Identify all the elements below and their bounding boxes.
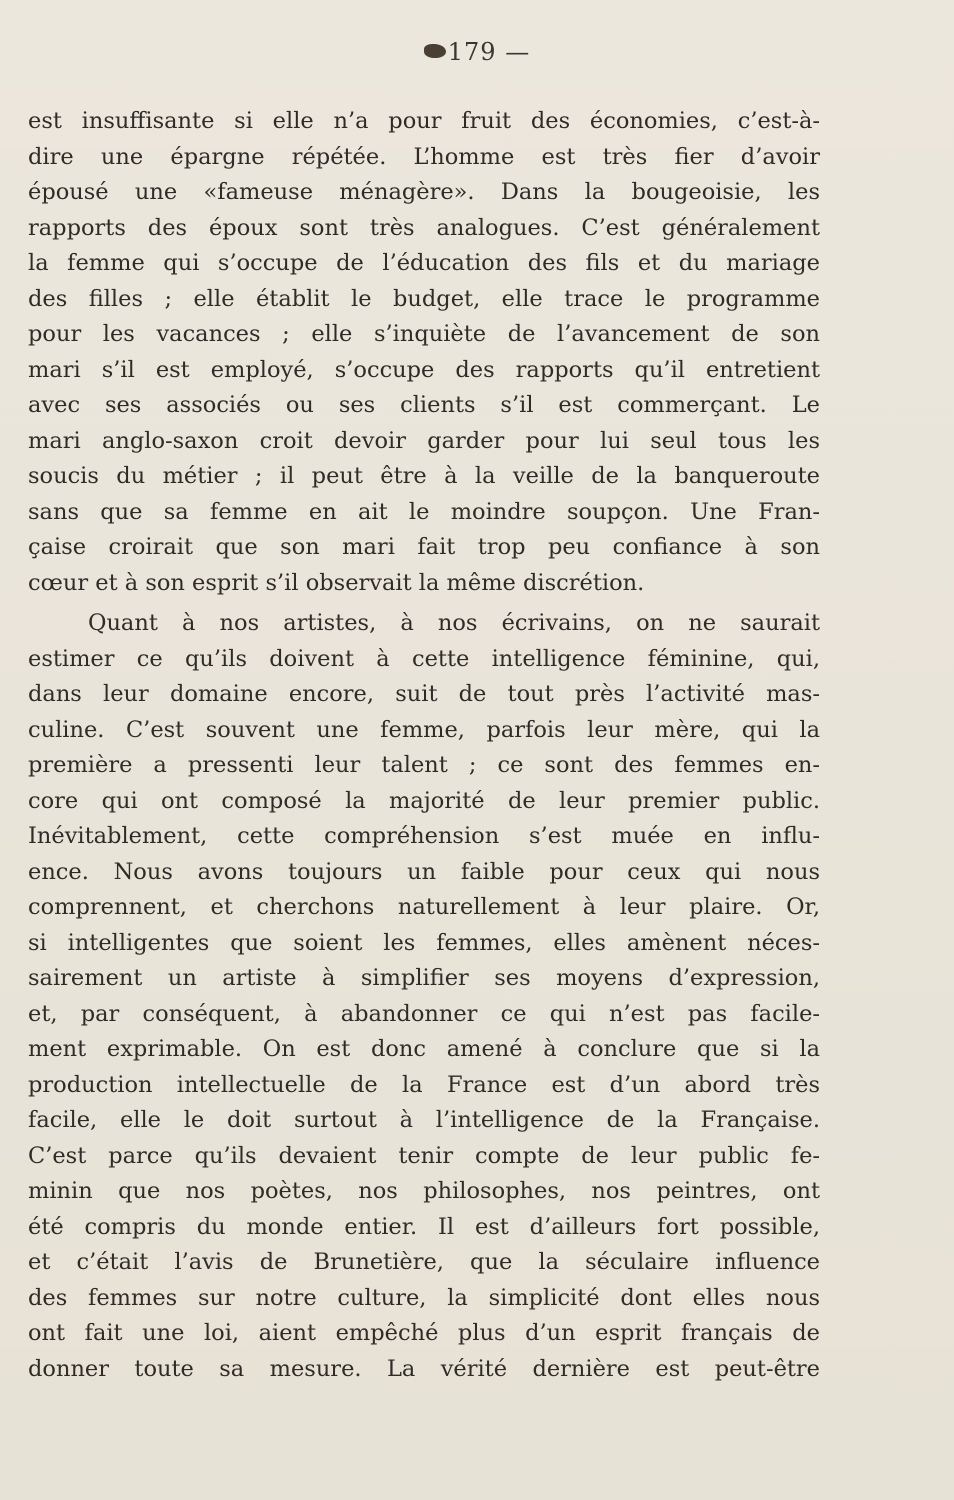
text-line: comprennent, et cherchons naturellement à leur plaire. Or,	[28, 894, 820, 920]
text-line: facile, elle le doit surtout à l’intelligence de la Française.	[28, 1107, 820, 1133]
text-line: soucis du métier ; il peut être à la veille de la banqueroute	[28, 463, 820, 489]
text-line: ence. Nous avons toujours un faible pour ceux qui nous	[28, 859, 820, 885]
text-line: production intellectuelle de la France est d’un abord très	[28, 1072, 820, 1098]
text-line: sans que sa femme en ait le moindre soupçon. Une Fran-	[28, 499, 820, 525]
text-line: Inévitablement, cette compréhension s’est muée en influ-	[28, 823, 820, 849]
text-line: mari anglo-saxon croit devoir garder pour lui seul tous les	[28, 428, 820, 454]
text-line: donner toute sa mesure. La vérité dernière est peut-être	[28, 1356, 820, 1382]
text-line: des femmes sur notre culture, la simplicité dont elles nous	[28, 1285, 820, 1311]
stain-mark	[424, 44, 446, 58]
text-line: çaise croirait que son mari fait trop peu confiance à son	[28, 534, 820, 560]
page-number: 179	[447, 38, 497, 66]
text-line: culine. C’est souvent une femme, parfois leur mère, qui la	[28, 717, 820, 743]
text-line: Quant à nos artistes, à nos écrivains, on ne saurait	[88, 610, 820, 636]
text-line: mari s’il est employé, s’occupe des rapports qu’il entretient	[28, 357, 820, 383]
text-line: épousé une «fameuse ménagère». Dans la bougeoisie, les	[28, 179, 820, 205]
text-line: première a pressenti leur talent ; ce sont des femmes en-	[28, 752, 820, 778]
text-line: dire une épargne répétée. L’homme est très fier d’avoir	[28, 144, 820, 170]
text-line: core qui ont composé la majorité de leur premier public.	[28, 788, 820, 814]
text-line: C’est parce qu’ils devaient tenir compte de leur public fe-	[28, 1143, 820, 1169]
text-line: est insuffisante si elle n’a pour fruit des économies, c’est-à-	[28, 108, 820, 134]
text-line: avec ses associés ou ses clients s’il est commerçant. Le	[28, 392, 820, 418]
text-line: cœur et à son esprit s’il observait la même discrétion.	[28, 570, 645, 596]
header-dash: —	[505, 38, 531, 66]
text-line: si intelligentes que soient les femmes, elles amènent néces-	[28, 930, 820, 956]
text-line: des filles ; elle établit le budget, elle trace le programme	[28, 286, 820, 312]
text-line: estimer ce qu’ils doivent à cette intelligence féminine, qui,	[28, 646, 820, 672]
text-line: ont fait une loi, aient empêché plus d’un esprit français de	[28, 1320, 820, 1346]
text-line: ment exprimable. On est donc amené à conclure que si la	[28, 1036, 820, 1062]
page-header	[0, 38, 954, 66]
text-line: sairement un artiste à simplifier ses moyens d’expression,	[28, 965, 820, 991]
text-line: pour les vacances ; elle s’inquiète de l’avancement de son	[28, 321, 820, 347]
text-line: la femme qui s’occupe de l’éducation des fils et du mariage	[28, 250, 820, 276]
text-line: et c’était l’avis de Brunetière, que la séculaire influence	[28, 1249, 820, 1275]
text-line: été compris du monde entier. Il est d’ailleurs fort possible,	[28, 1214, 820, 1240]
text-line: dans leur domaine encore, suit de tout près l’activité mas-	[28, 681, 820, 707]
text-line: rapports des époux sont très analogues. C’est généralement	[28, 215, 820, 241]
text-line: minin que nos poètes, nos philosophes, nos peintres, ont	[28, 1178, 820, 1204]
text-line: et, par conséquent, à abandonner ce qui n’est pas facile-	[28, 1001, 820, 1027]
